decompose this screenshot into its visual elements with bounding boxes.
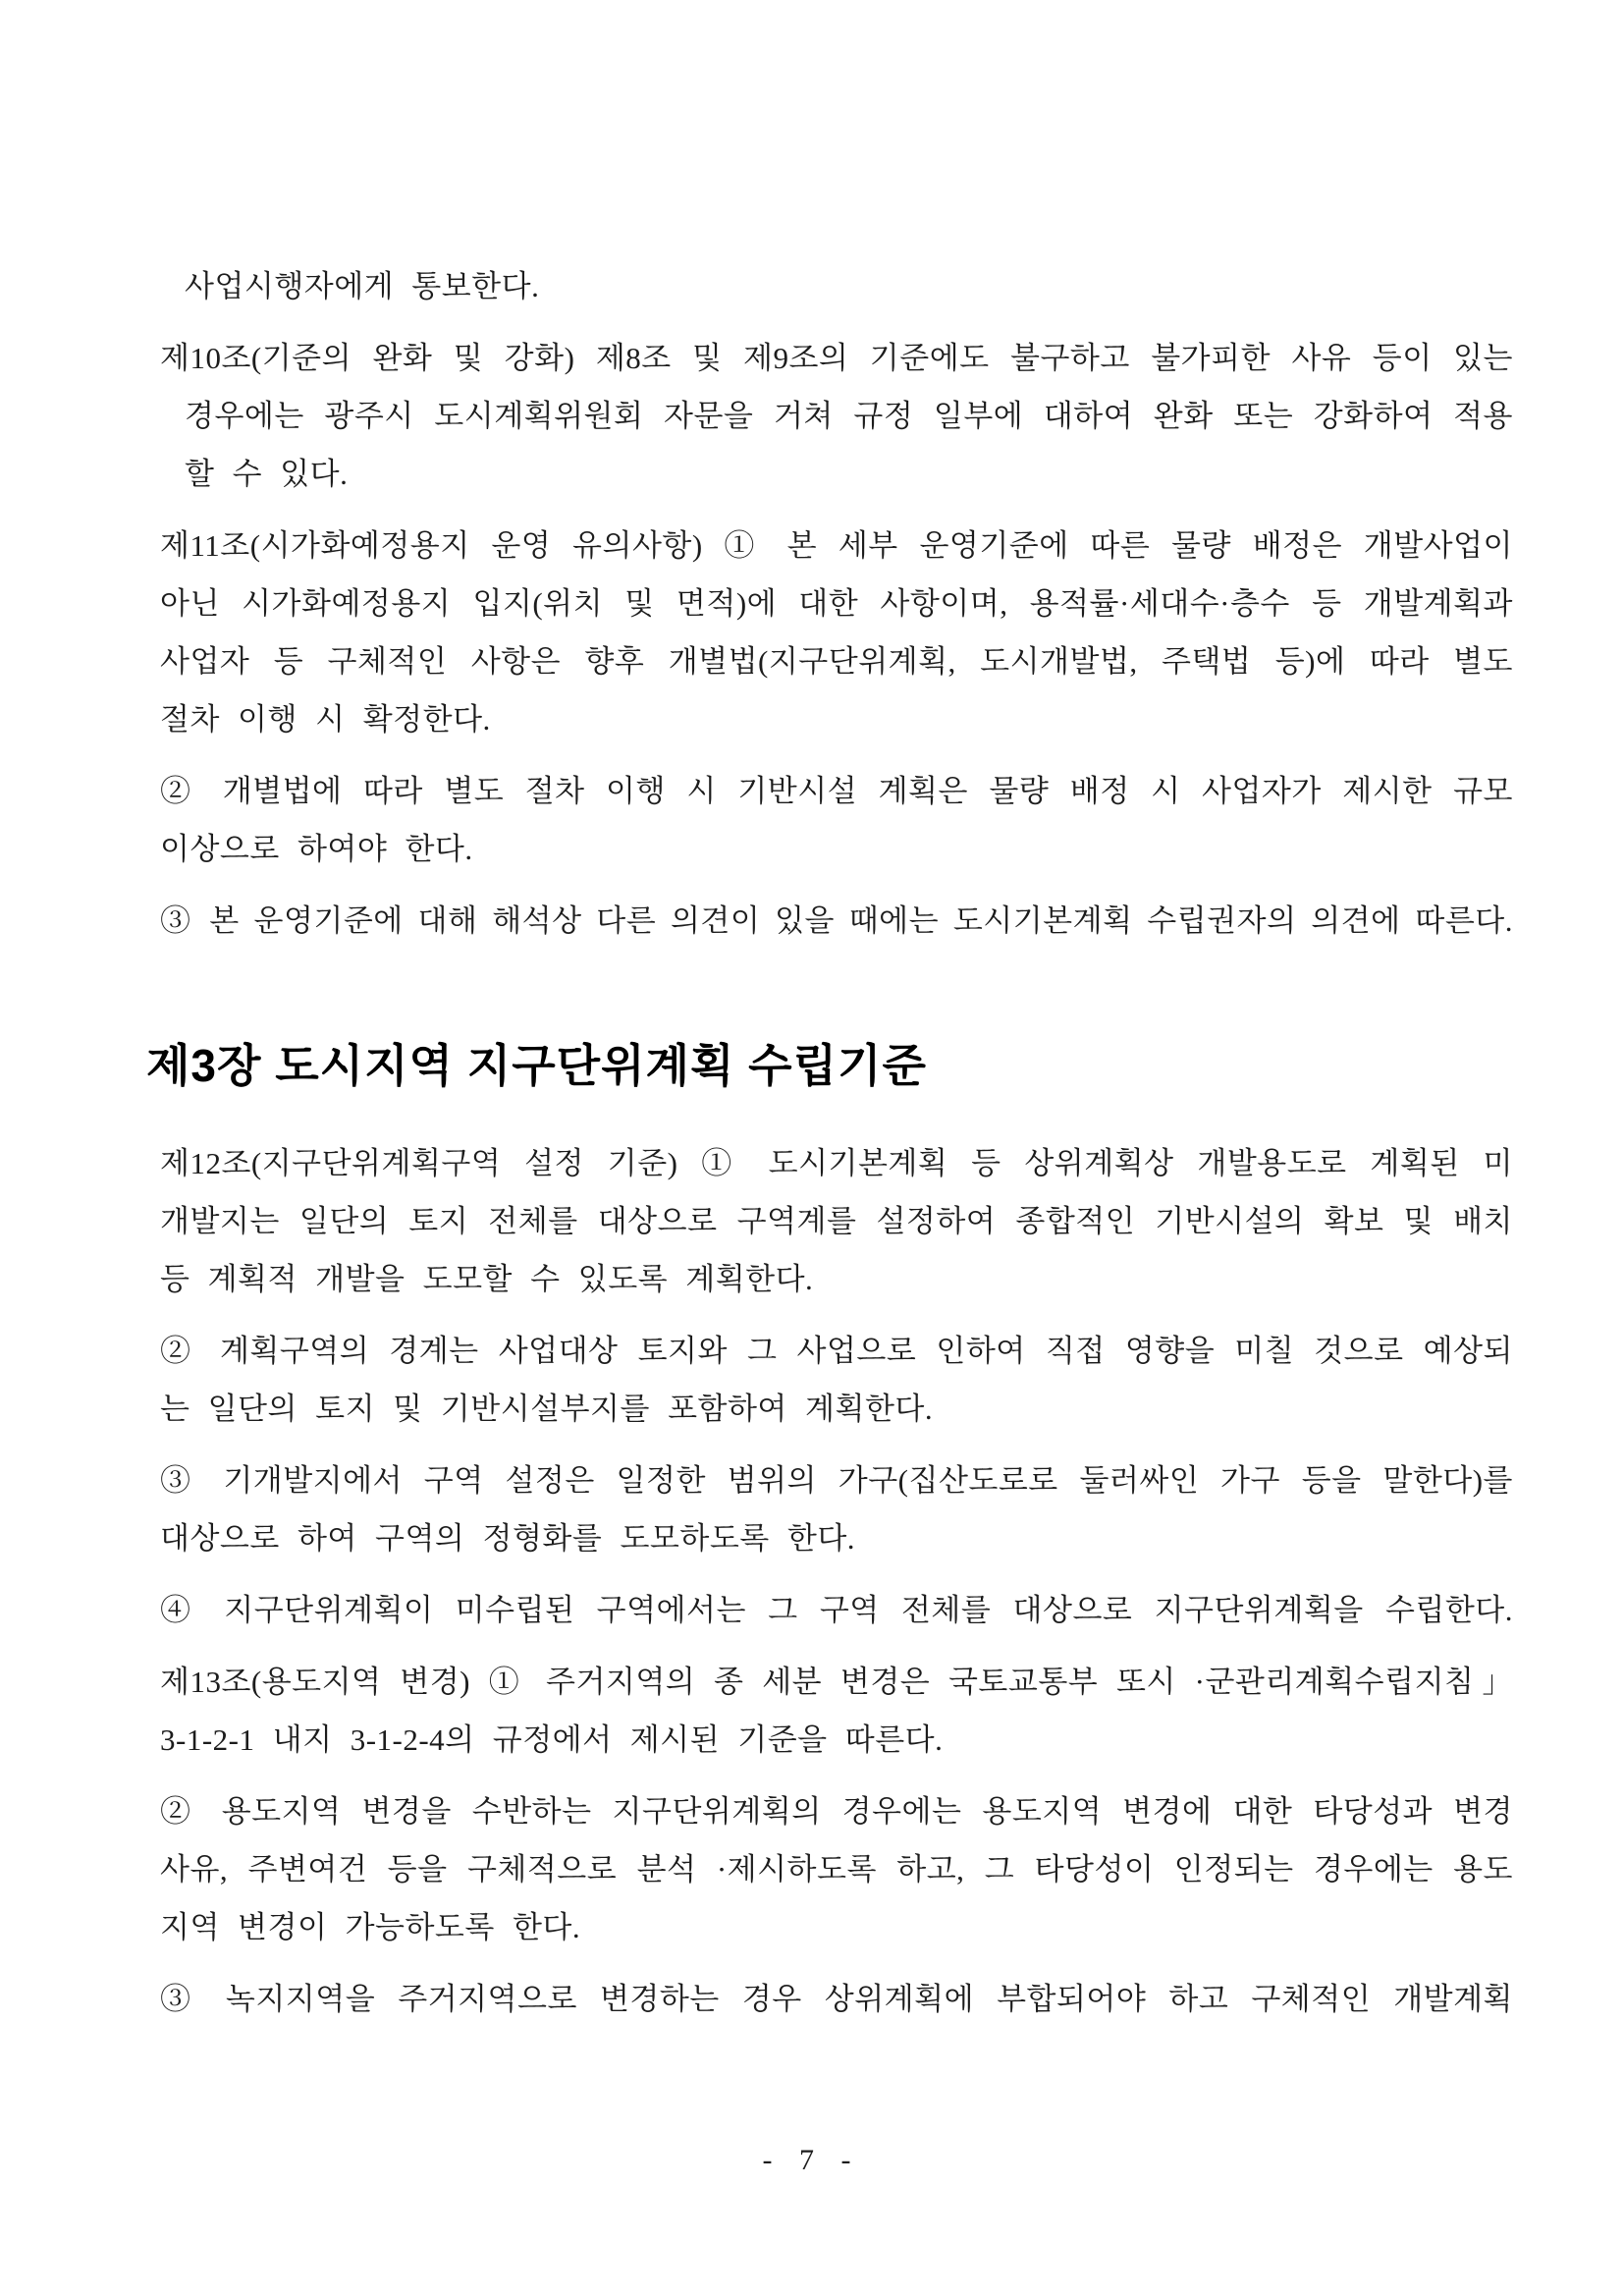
text-line: 사업자 등 구체적인 사항은 향후 개별법(지구단위계획, 도시개발법, 주택법 등)에 따라 별도 — [160, 644, 1513, 679]
paragraph-continuation — [160, 257, 1513, 315]
paragraph-article-10 — [160, 329, 1513, 503]
text-line: ④ 지구단위계획이 미수립된 구역에서는 그 구역 전체를 대상으로 지구단위계획을 수립한다. — [160, 1593, 1513, 1627]
text-line: 할 수 있다. — [185, 457, 349, 491]
paragraph-article-13 — [160, 1653, 1513, 1769]
paragraph-article-11-clause-2 — [160, 762, 1513, 878]
text-line: 절차 이행 시 확정한다. — [160, 702, 491, 737]
paragraph-article-13-clause-3 — [160, 1970, 1513, 2028]
paragraph-article-11-clause-3 — [160, 892, 1513, 950]
text-line: ② 개별법에 따라 별도 절차 이행 시 기반시설 계획은 물량 배정 시 사업자가 제시한 규모 — [160, 774, 1513, 808]
text-line: 사업시행자에게 통보한다. — [185, 269, 540, 303]
text-line: 아닌 시가화예정용지 입지(위치 및 면적)에 대한 사항이며, 용적률·세대수·층수 등 개발계획과 — [160, 586, 1513, 621]
chapter-heading: 제3장 도시지역 지구단위계획 수립기준 — [146, 1040, 927, 1091]
text-line: 지역 변경이 가능하도록 한다. — [160, 1910, 581, 1944]
text-line: ③ 본 운영기준에 대해 해석상 다른 의견이 있을 때에는 도시기본계획 수립권자의 의견에 따른다. — [160, 903, 1513, 938]
text-line: 제10조(기준의 완화 및 강화) 제8조 및 제9조의 기준에도 불구하고 불가피한 사유 등이 있는 — [160, 341, 1513, 375]
text-line: 개발지는 일단의 토지 전체를 대상으로 구역계를 설정하여 종합적인 기반시설의 확보 및 배치 — [160, 1204, 1513, 1238]
page-number: - 7 - — [762, 2144, 861, 2176]
text-line: 는 일단의 토지 및 기반시설부지를 포함하여 계획한다. — [160, 1392, 934, 1426]
text-line: ② 용도지역 변경을 수반하는 지구단위계획의 경우에는 용도지역 변경에 대한 타당성과 변경 — [160, 1794, 1513, 1829]
paragraph-article-13-clause-2 — [160, 1782, 1513, 1956]
text-line: ③ 기개발지에서 구역 설정은 일정한 범위의 가구(집산도로로 둘러싸인 가구 등을 말한다)를 — [160, 1463, 1513, 1498]
text-line: 등 계획적 개발을 도모할 수 있도록 계획한다. — [160, 1262, 814, 1296]
paragraph-article-12-clause-3 — [160, 1451, 1513, 1567]
text-line: 대상으로 하여 구역의 정형화를 도모하도록 한다. — [160, 1521, 856, 1556]
text-line: 이상으로 하여야 한다. — [160, 832, 473, 866]
paragraph-article-12-clause-2 — [160, 1322, 1513, 1438]
paragraph-article-12-clause-4 — [160, 1581, 1513, 1639]
text-line: ② 계획구역의 경계는 사업대상 토지와 그 사업으로 인하여 직접 영향을 미칠 것으로 예상되 — [160, 1334, 1514, 1368]
text-line: 제12조(지구단위계획구역 설정 기준) ① 도시기본계획 등 상위계획상 개발용도로 계획된 미 — [160, 1146, 1513, 1180]
text-line: 사유, 주변여건 등을 구체적으로 분석 ·제시하도록 하고, 그 타당성이 인정되는 경우에는 용도 — [160, 1852, 1513, 1886]
text-line: 3-1-2-1 내지 3-1-2-4의 규정에서 제시된 기준을 따른다. — [160, 1722, 944, 1757]
text-line: 제11조(시가화예정용지 운영 유의사항) ① 본 세부 운영기준에 따른 물량 배정은 개발사업이 — [160, 528, 1513, 563]
paragraph-article-12 — [160, 1134, 1513, 1308]
text-line: 제13조(용도지역 변경) ① 주거지역의 종 세분 변경은 국토교통부 또시 ·군관리계획수립지침」 — [160, 1665, 1513, 1699]
text-line: ③ 녹지지역을 주거지역으로 변경하는 경우 상위계획에 부합되어야 하고 구체적인 개발계획 — [160, 1982, 1513, 2016]
paragraph-article-11 — [160, 517, 1513, 748]
text-line: 경우에는 광주시 도시계획위원회 자문을 거쳐 규정 일부에 대하여 완화 또는 강화하여 적용 — [185, 399, 1513, 433]
